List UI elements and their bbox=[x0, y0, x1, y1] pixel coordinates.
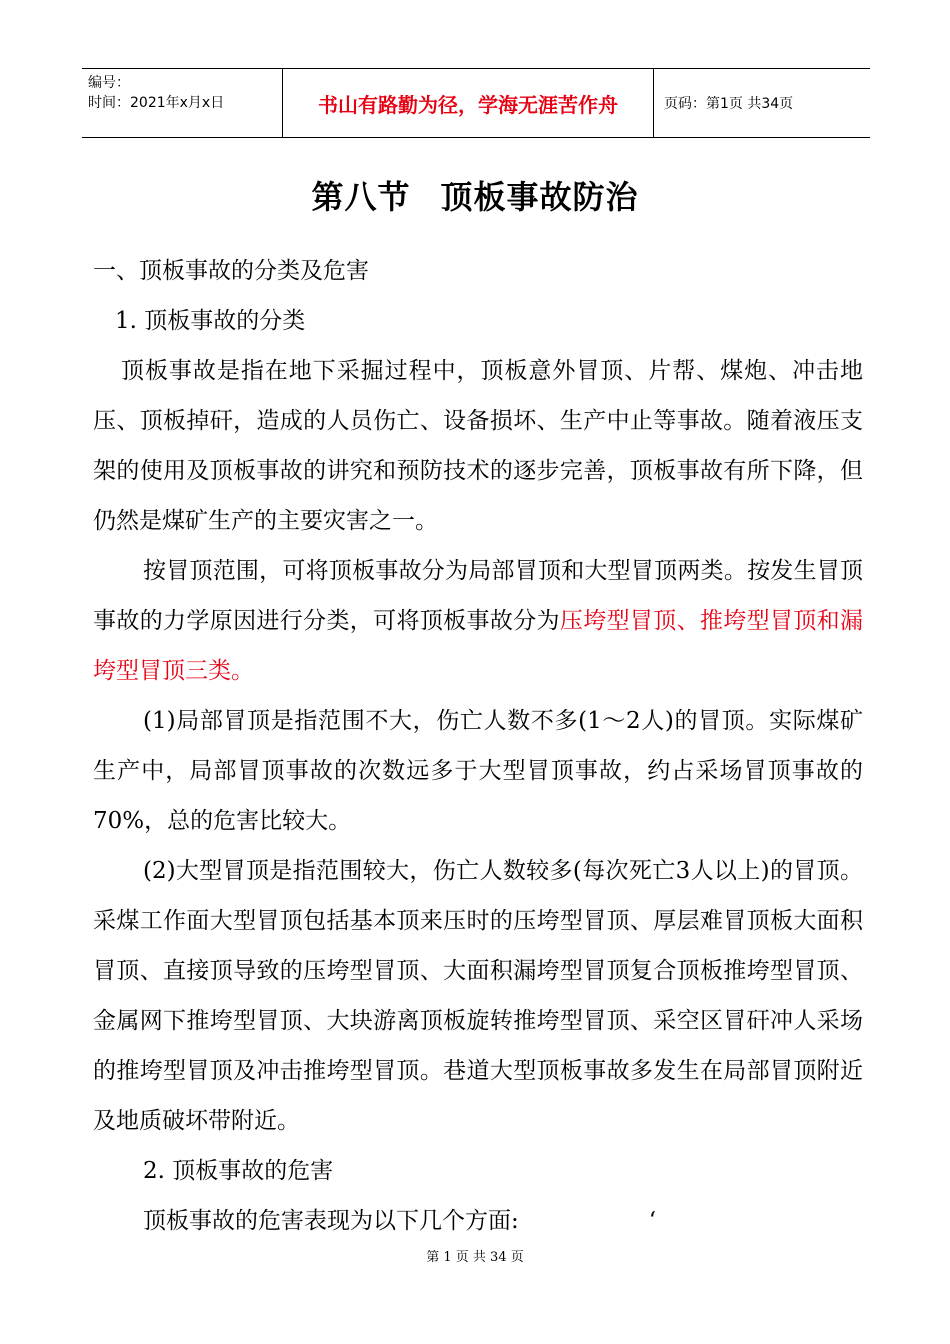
paragraph-definition: 顶板事故是指在地下采掘过程中，顶板意外冒顶、片帮、煤炮、冲击地压、顶板掉矸，造成的人员伤亡、设备损坏、生产中止等事故。随着液压支架的使用及顶板事故的讲究和预防技术的逐步完善，顶板事故有所下降，但仍然是煤矿生产的主要灾害之一。 bbox=[93, 358, 863, 534]
title-text: 顶板事故防治 bbox=[440, 178, 639, 216]
document-body bbox=[93, 246, 863, 1246]
classification-text: 按冒顶范围，可将顶板事故分为局部冒顶和大型冒顶两类。按发生冒顶事故的力学原因进行分类，可将顶板事故分为 bbox=[93, 558, 863, 634]
section-heading-1: 一、顶板事故的分类及危害 bbox=[93, 258, 369, 284]
time-label: 时间：2021年x月x日 bbox=[88, 95, 225, 111]
number-label: 编号： bbox=[88, 75, 130, 91]
title-section-number: 第八节 bbox=[311, 178, 411, 216]
page-footer: 第 1 页 共 34 页 bbox=[426, 1250, 524, 1265]
paragraph-hazards bbox=[93, 1196, 863, 1246]
subsection-heading-1: 1. 顶板事故的分类 bbox=[115, 308, 306, 334]
document-header bbox=[82, 68, 870, 138]
paragraph-large-roof-fall: (2)大型冒顶是指范围较大，伤亡人数较多(每次死亡3人以上)的冒顶。采煤工作面大型冒顶包括基本顶来压时的压垮型冒顶、厚层难冒顶板大面积冒顶、直接顶导致的压垮型冒顶、大面积漏垮型冒顶复合顶板推垮型冒顶、金属网下推垮型冒顶、大块游离顶板旋转推垮型冒顶、采空区冒矸冲人采场的推垮型冒顶及冲击推垮型冒顶。巷道大型顶板事故多发生在局部冒顶附近及地质破坏带附近。 bbox=[93, 858, 863, 1134]
paragraph-classification bbox=[93, 546, 863, 696]
header-page-code: 页码：第1页 共34页 bbox=[664, 96, 794, 112]
classification-highlight: 压垮型冒顶、推垮型冒顶和漏垮型冒顶三类。 bbox=[93, 608, 863, 684]
hazards-text: 顶板事故的危害表现为以下几个方面: bbox=[143, 1208, 519, 1234]
stray-mark: ‘ bbox=[648, 1208, 657, 1234]
subsection-heading-2: 2. 顶板事故的危害 bbox=[143, 1158, 334, 1184]
header-meta bbox=[82, 69, 282, 137]
header-motto: 书山有路勤为径，学海无涯苦作舟 bbox=[282, 69, 654, 137]
page-title bbox=[0, 172, 950, 218]
paragraph-local-roof-fall: (1)局部冒顶是指范围不大，伤亡人数不多(1～2人)的冒顶。实际煤矿生产中，局部冒顶事故的次数远多于大型冒顶事故，约占采场冒顶事故的70%，总的危害比较大。 bbox=[93, 708, 863, 834]
